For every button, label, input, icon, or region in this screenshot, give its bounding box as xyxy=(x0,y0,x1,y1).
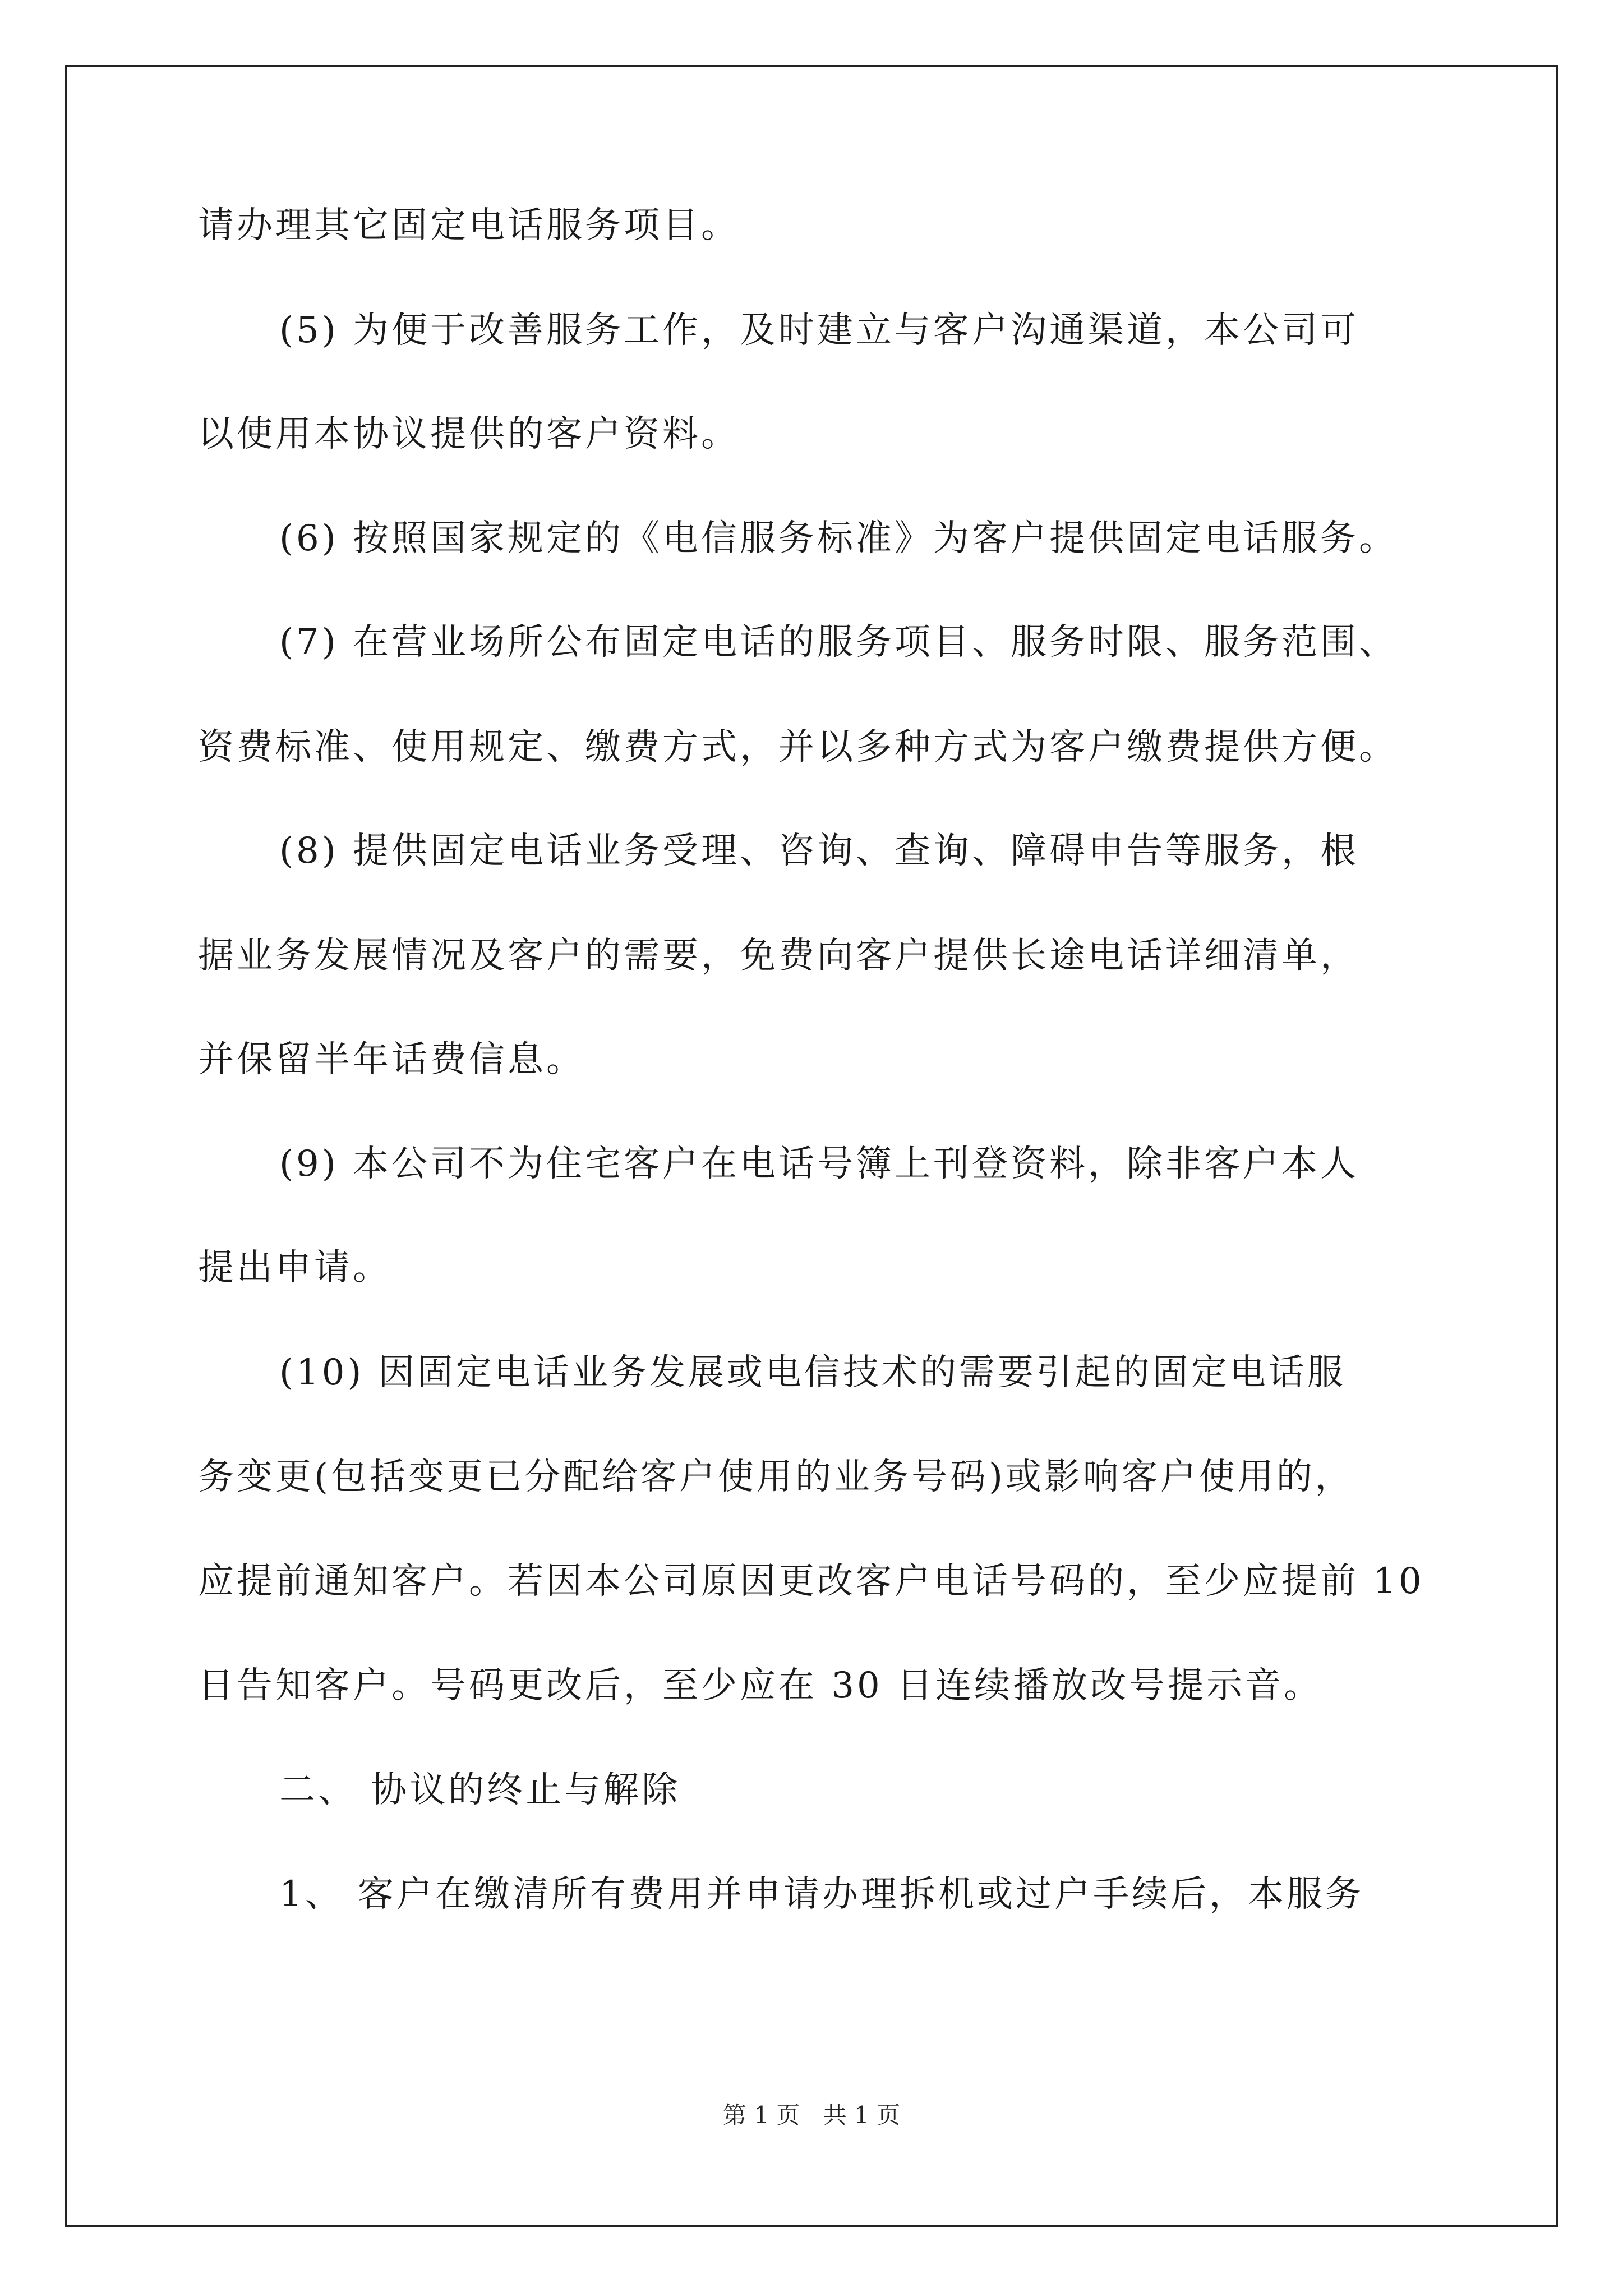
text-line: (10) 因固定电话业务发展或电信技术的需要引起的固定电话服 xyxy=(279,1352,1346,1393)
text-line: 提出申请。 xyxy=(198,1247,391,1289)
text-line: 日告知客户。号码更改后，至少应在 30 日连续播放改号提示音。 xyxy=(198,1665,1323,1706)
text-line: 据业务发展情况及客户的需要，免费向客户提供长途电话详细清单， xyxy=(198,935,1359,977)
text-line: 1、 客户在缴清所有费用并申请办理拆机或过户手续后，本服务 xyxy=(279,1874,1364,1915)
text-line: (9) 本公司不为住宅客户在电话号簿上刊登资料，除非客户本人 xyxy=(279,1143,1359,1185)
text-line: 资费标准、使用规定、缴费方式，并以多种方式为客户缴费提供方便。 xyxy=(198,726,1398,768)
text-line: (8) 提供固定电话业务受理、咨询、查询、障碍申告等服务，根 xyxy=(279,830,1359,872)
text-line: (6) 按照国家规定的《电信服务标准》为客户提供固定电话服务。 xyxy=(279,518,1398,559)
page-footer xyxy=(0,2101,1623,2129)
text-line: 以使用本协议提供的客户资料。 xyxy=(198,413,740,455)
text-line: 请办理其它固定电话服务项目。 xyxy=(198,205,740,246)
text-line: (7) 在营业场所公布固定电话的服务项目、服务时限、服务范围、 xyxy=(279,622,1398,663)
page-total: 共 1 页 xyxy=(823,2101,901,2129)
text-line: (5) 为便于改善服务工作，及时建立与客户沟通渠道，本公司可 xyxy=(279,310,1359,351)
text-line: 应提前通知客户。若因本公司原因更改客户电话号码的，至少应提前 10 xyxy=(198,1561,1424,1602)
section-heading: 二、 协议的终止与解除 xyxy=(279,1769,681,1811)
text-line: 并保留半年话费信息。 xyxy=(198,1039,585,1080)
text-line: 务变更(包括变更已分配给客户使用的业务号码)或影响客户使用的， xyxy=(198,1456,1354,1498)
page-number: 第 1 页 xyxy=(722,2101,800,2129)
